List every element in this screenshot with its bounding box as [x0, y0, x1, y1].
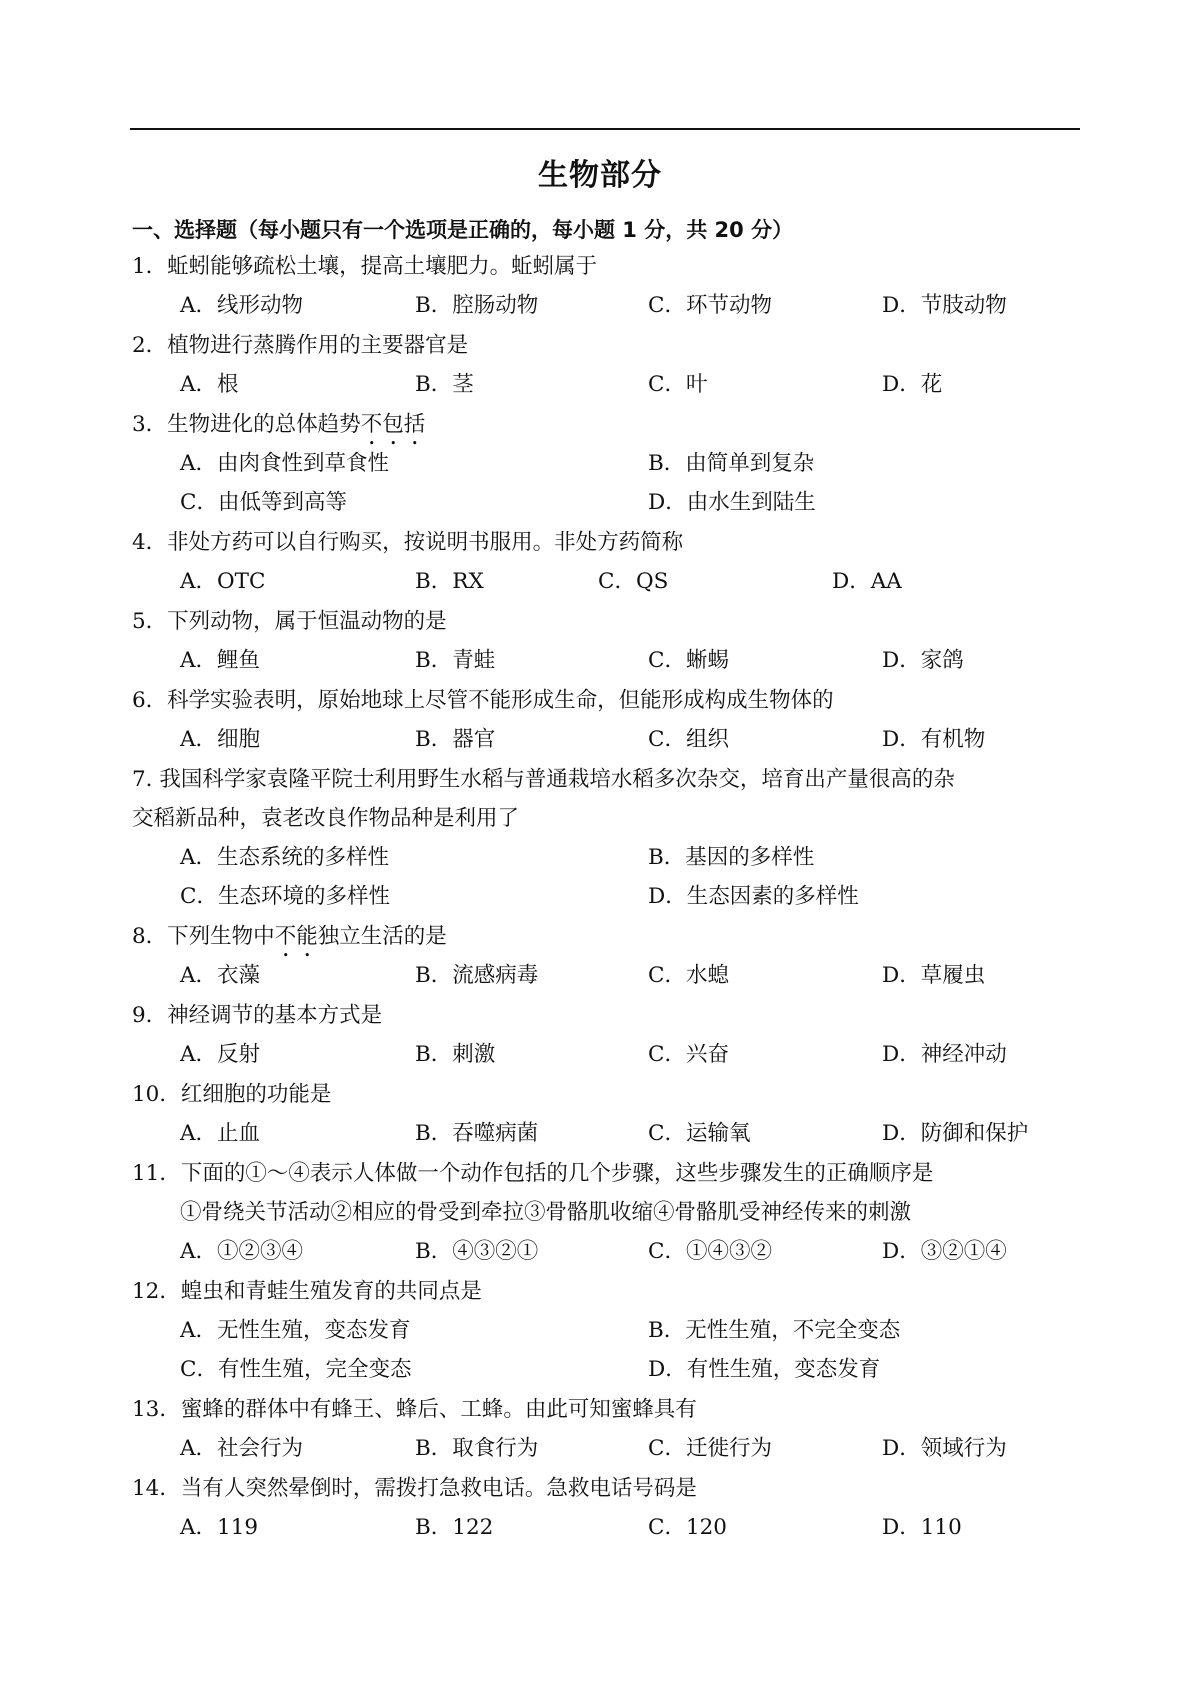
- question-14-stem: 14．当有人突然晕倒时，需拨打急救电话。急救电话号码是: [132, 1476, 697, 1501]
- question-8-stem: [132, 922, 447, 962]
- q12-option-d: D．有性生殖，变态发育: [648, 1357, 881, 1382]
- q8-option-d: D．草履虫: [882, 963, 986, 988]
- q5-option-b: B．青蛙: [415, 648, 496, 673]
- q4-option-a: A．OTC: [180, 569, 266, 594]
- q11-option-b: B．④③②①: [415, 1239, 539, 1264]
- q12-option-b: B．无性生殖，不完全变态: [648, 1318, 901, 1343]
- question-7-stem-cont: 交稻新品种，袁老改良作物品种是利用了: [132, 806, 520, 831]
- q12-option-a: A．无性生殖，变态发育: [180, 1318, 411, 1343]
- q5-option-c: C．蜥蜴: [648, 648, 729, 673]
- q3-option-d: D．由水生到陆生: [648, 490, 816, 515]
- question-7-stem: 7. 我国科学家袁隆平院士利用野生水稻与普通栽培水稻多次杂交，培育出产量很高的杂: [132, 767, 955, 792]
- q6-option-b: B．器官: [415, 727, 496, 752]
- question-10-stem: 10．红细胞的功能是: [132, 1082, 332, 1107]
- question-12-stem: 12．蝗虫和青蛙生殖发育的共同点是: [132, 1279, 482, 1304]
- q1-option-d: D．节肢动物: [882, 293, 1007, 318]
- q7-option-d: D．生态因素的多样性: [648, 884, 859, 909]
- question-11-stem-cont: ①骨绕关节活动②相应的骨受到牵拉③骨骼肌收缩④骨骼肌受神经传来的刺激: [180, 1200, 912, 1225]
- question-2-stem: 2．植物进行蒸腾作用的主要器官是: [132, 333, 469, 358]
- q14-option-d: D．110: [882, 1515, 962, 1540]
- question-3-stem: [132, 410, 425, 450]
- question-8-emphasis: 不能: [274, 924, 318, 949]
- q13-option-d: D．领域行为: [882, 1436, 1007, 1461]
- question-3-emphasis: 不包括: [360, 412, 426, 437]
- question-8-stem-text-end: 独立生活的是: [317, 924, 447, 949]
- q6-option-c: C．组织: [648, 727, 729, 752]
- q5-option-a: A．鲤鱼: [180, 648, 261, 673]
- q7-option-c: C．生态环境的多样性: [180, 884, 390, 909]
- top-rule: [130, 128, 1080, 130]
- question-1-stem: 1．蚯蚓能够疏松土壤，提高土壤肥力。蚯蚓属于: [132, 254, 598, 279]
- q10-option-d: D．防御和保护: [882, 1121, 1029, 1146]
- q13-option-a: A．社会行为: [180, 1436, 304, 1461]
- q11-option-a: A．①②③④: [180, 1239, 304, 1264]
- question-9-stem: 9．神经调节的基本方式是: [132, 1003, 383, 1028]
- q3-option-c: C．由低等到高等: [180, 490, 347, 515]
- question-3-stem-text: 3．生物进化的总体趋势: [132, 412, 361, 437]
- question-4-stem: 4．非处方药可以自行购买，按说明书服用。非处方药简称: [132, 530, 684, 555]
- q8-option-a: A．衣藻: [180, 963, 261, 988]
- q1-option-b: B．腔肠动物: [415, 293, 539, 318]
- section-heading: 一、选择题（每小题只有一个选项是正确的，每小题 1 分，共 20 分）: [132, 218, 794, 242]
- q9-option-b: B．刺激: [415, 1042, 496, 1067]
- question-5-stem: 5．下列动物，属于恒温动物的是: [132, 609, 447, 634]
- question-8-stem-text: 8．下列生物中: [132, 924, 275, 949]
- q8-option-b: B．流感病毒: [415, 963, 539, 988]
- q2-option-b: B．茎: [415, 372, 474, 397]
- q3-option-a: A．由肉食性到草食性: [180, 451, 390, 476]
- q7-option-a: A．生态系统的多样性: [180, 845, 390, 870]
- q10-option-a: A．止血: [180, 1121, 261, 1146]
- q4-option-b: B．RX: [415, 569, 484, 594]
- q4-option-d: D．AA: [832, 569, 902, 594]
- q6-option-a: A．细胞: [180, 727, 261, 752]
- q12-option-c: C．有性生殖，完全变态: [180, 1357, 412, 1382]
- q10-option-c: C．运输氧: [648, 1121, 751, 1146]
- q5-option-d: D．家鸽: [882, 648, 964, 673]
- q2-option-d: D．花: [882, 372, 943, 397]
- q6-option-d: D．有机物: [882, 727, 986, 752]
- q8-option-c: C．水螅: [648, 963, 729, 988]
- question-11-stem: 11．下面的①～④表示人体做一个动作包括的几个步骤，这些步骤发生的正确顺序是: [132, 1161, 934, 1186]
- q3-option-b: B．由简单到复杂: [648, 451, 815, 476]
- q14-option-c: C．120: [648, 1515, 727, 1540]
- page-title: 生物部分: [538, 158, 662, 193]
- question-13-stem: 13．蜜蜂的群体中有蜂王、蜂后、工蜂。由此可知蜜蜂具有: [132, 1397, 697, 1422]
- q2-option-c: C．叶: [648, 372, 708, 397]
- q9-option-a: A．反射: [180, 1042, 261, 1067]
- q14-option-a: A．119: [180, 1515, 259, 1540]
- q1-option-c: C．环节动物: [648, 293, 772, 318]
- q4-option-c: C．QS: [598, 569, 669, 594]
- q2-option-a: A．根: [180, 372, 239, 397]
- q13-option-b: B．取食行为: [415, 1436, 539, 1461]
- q9-option-d: D．神经冲动: [882, 1042, 1007, 1067]
- q9-option-c: C．兴奋: [648, 1042, 729, 1067]
- q1-option-a: A．线形动物: [180, 293, 304, 318]
- q13-option-c: C．迁徙行为: [648, 1436, 772, 1461]
- q10-option-b: B．吞噬病菌: [415, 1121, 539, 1146]
- q7-option-b: B．基因的多样性: [648, 845, 815, 870]
- question-6-stem: 6．科学实验表明，原始地球上尽管不能形成生命，但能形成构成生物体的: [132, 688, 834, 713]
- q11-option-c: C．①④③②: [648, 1239, 772, 1264]
- q14-option-b: B．122: [415, 1515, 494, 1540]
- q11-option-d: D．③②①④: [882, 1239, 1007, 1264]
